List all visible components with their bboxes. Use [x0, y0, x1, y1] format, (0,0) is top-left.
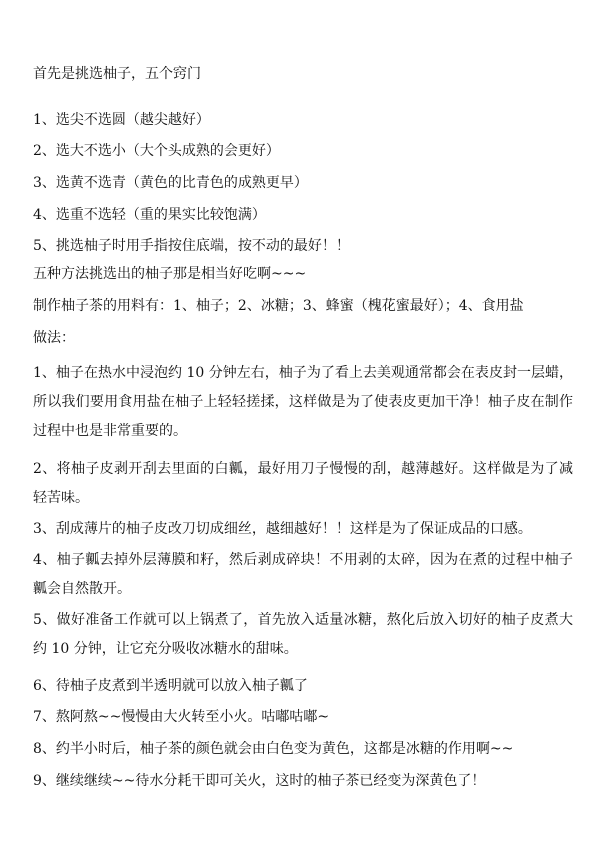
- tip-5: 5、挑选柚子时用手指按住底端，按不动的最好！！: [33, 238, 350, 254]
- step-3: 3、刮成薄片的柚子皮改刀切成细丝，越细越好！！这样是为了保证成品的口感。: [33, 521, 532, 537]
- method-heading: 做法：: [33, 330, 75, 346]
- tip-1: 1、选尖不选圆（越尖越好）: [33, 112, 210, 128]
- step-8: 8、约半小时后，柚子茶的颜色就会由白色变为黄色，这都是冰糖的作用啊~~: [33, 741, 514, 757]
- tip-4: 4、选重不选轻（重的果实比较饱满）: [33, 207, 266, 223]
- summary-line: 五种方法挑选出的柚子那是相当好吃啊~~~: [33, 266, 307, 282]
- step-4: 4、柚子瓤去掉外层薄膜和籽，然后剥成碎块！不用剥的太碎，因为在煮的过程中柚子瓤会自然散开。: [33, 552, 573, 597]
- step-2: 2、将柚子皮剥开刮去里面的白瓤，最好用刀子慢慢的刮，越薄越好。这样做是为了减轻苦味。: [33, 461, 573, 506]
- document-title: 首先是挑选柚子，五个窍门: [33, 66, 201, 82]
- step-6: 6、待柚子皮煮到半透明就可以放入柚子瓤了: [33, 678, 308, 694]
- step-9: 9、继续继续~~待水分耗干即可关火，这时的柚子茶已经变为深黄色了！: [33, 773, 486, 789]
- tip-2: 2、选大不选小（大个头成熟的会更好）: [33, 143, 280, 159]
- step-1: 1、柚子在热水中浸泡约 10 分钟左右，柚子为了看上去美观通常都会在表皮封一层蜡，所以我们要用食用盐在柚子上轻轻搓揉，这样做是为了使表皮更加干净！柚子皮在制作过程中也是非常重要的。: [33, 365, 573, 439]
- tip-3: 3、选黄不选青（黄色的比青色的成熟更早）: [33, 175, 308, 191]
- ingredients-line: 制作柚子茶的用料有：1、柚子；2、冰糖；3、蜂蜜（槐花蜜最好）；4、食用盐: [33, 298, 524, 314]
- step-7: 7、熬阿熬~~慢慢由大火转至小火。咕嘟咕嘟~: [33, 709, 330, 725]
- step-5: 5、做好准备工作就可以上锅煮了，首先放入适量冰糖，熬化后放入切好的柚子皮煮大约 10 分钟，让它充分吸收冰糖水的甜味。: [33, 612, 573, 657]
